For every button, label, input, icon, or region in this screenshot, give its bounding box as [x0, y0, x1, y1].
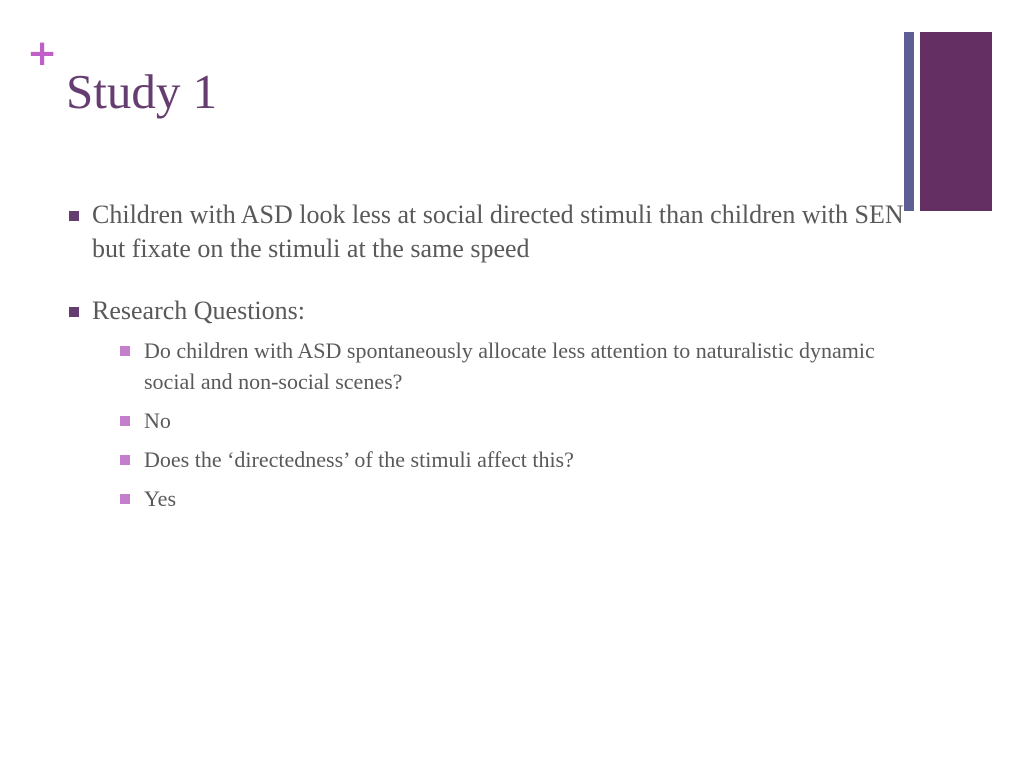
square-bullet-icon — [69, 307, 79, 317]
plus-icon: + — [27, 33, 58, 74]
bullet-item — [66, 294, 926, 514]
decorative-bar-thick — [920, 32, 992, 211]
sub-bullet-item — [92, 483, 926, 514]
sub-bullet-item — [92, 444, 926, 475]
slide-title: Study 1 — [66, 64, 218, 119]
square-bullet-icon — [69, 211, 79, 221]
slide-body — [66, 198, 926, 514]
sub-bullet-text: No — [144, 408, 171, 433]
bullet-item — [66, 198, 926, 266]
square-bullet-icon — [120, 494, 130, 504]
square-bullet-icon — [120, 455, 130, 465]
sub-bullet-list — [92, 335, 926, 514]
decorative-bar-thin — [904, 32, 914, 211]
bullet-text: Research Questions: — [92, 296, 306, 325]
sub-bullet-item — [92, 405, 926, 436]
sub-bullet-item — [92, 335, 926, 397]
bullet-text: Children with ASD look less at social directed stimuli than children with SEN but fixate on the stimuli at the same speed — [92, 200, 904, 263]
sub-bullet-text: Yes — [144, 486, 177, 511]
sub-bullet-text: Does the ‘directedness’ of the stimuli affect this? — [144, 447, 574, 472]
square-bullet-icon — [120, 346, 130, 356]
sub-bullet-text: Do children with ASD spontaneously allocate less attention to naturalistic dynamic social and non-social scenes? — [144, 338, 875, 394]
square-bullet-icon — [120, 416, 130, 426]
